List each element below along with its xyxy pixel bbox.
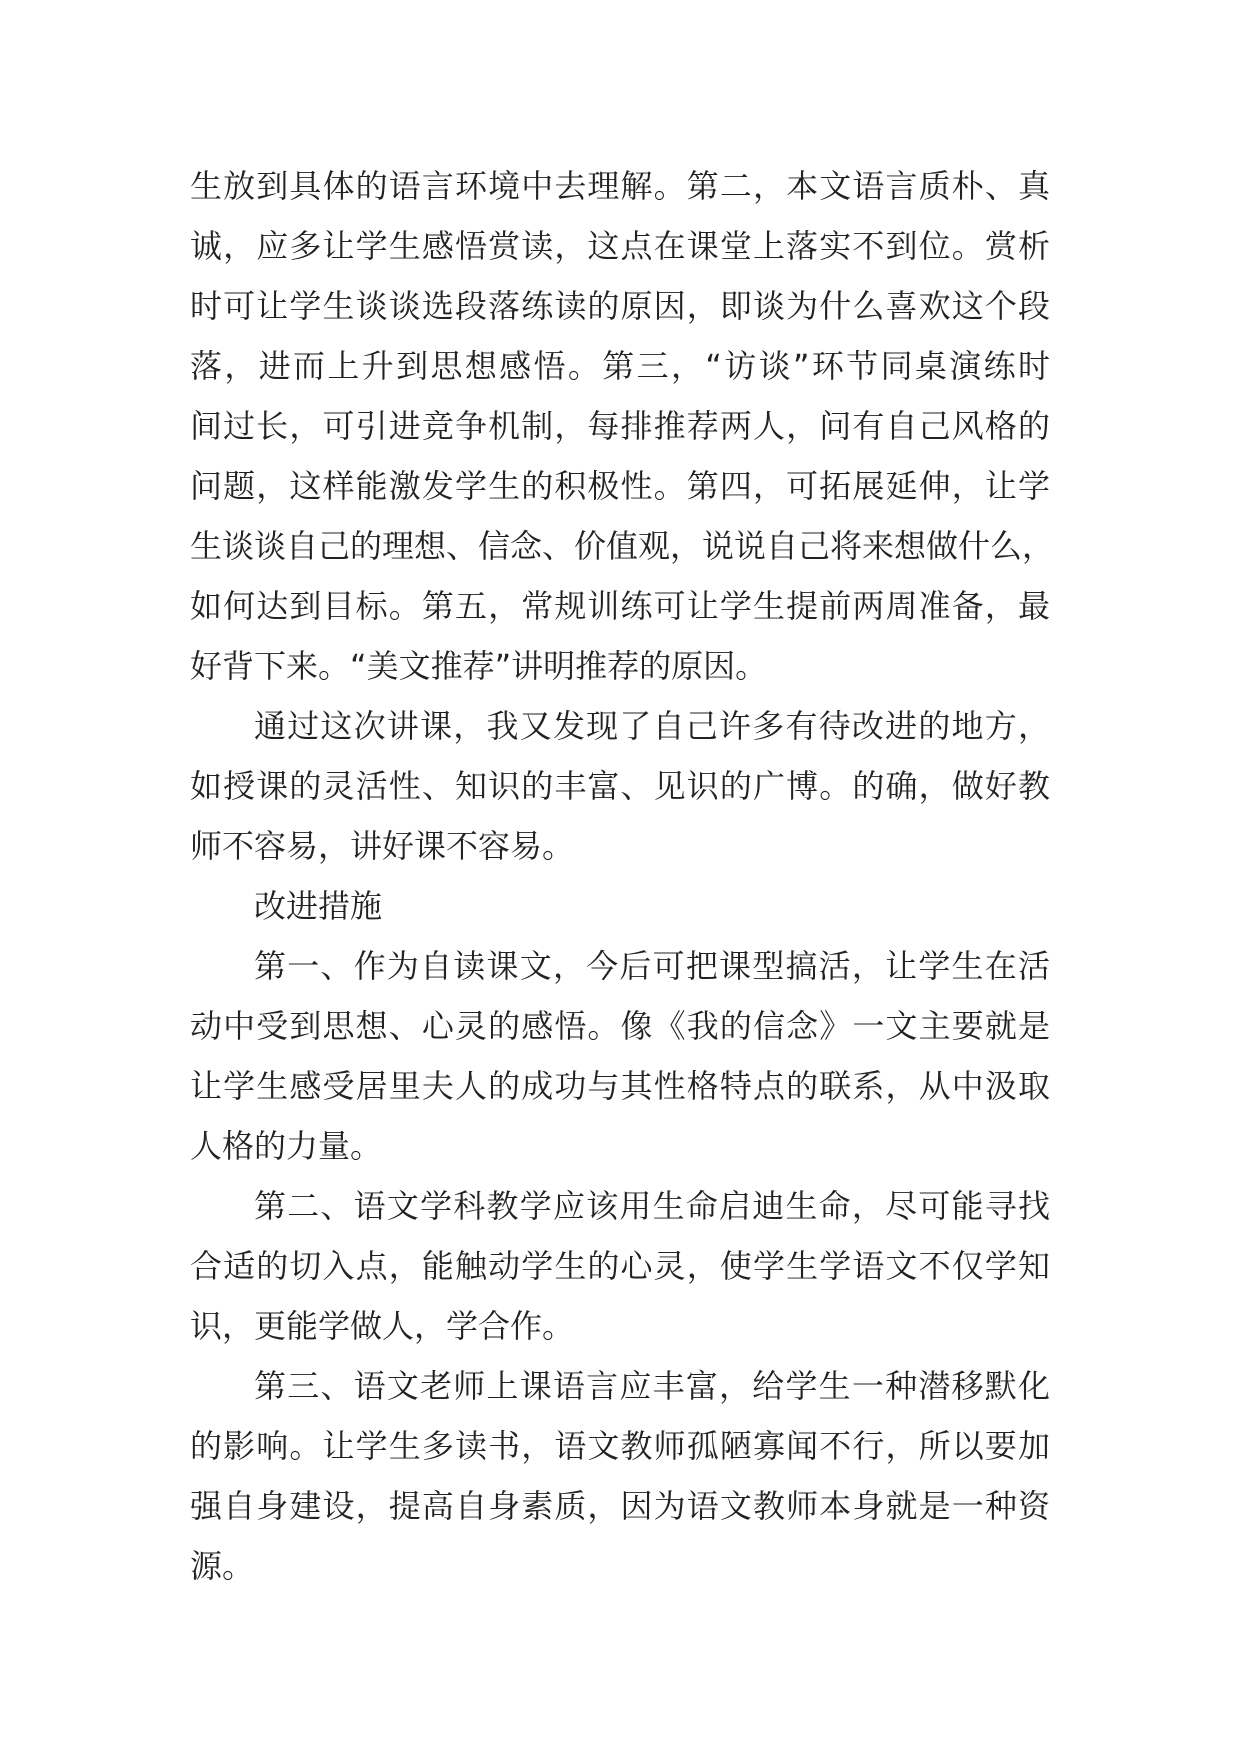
text-line: 好背下来。“美文推荐”讲明推荐的原因。 [190,647,768,685]
text-line: 如授课的灵活性、知识的丰富、见识的广博。的确，做好教 [190,767,1050,805]
text-line: 生谈谈自己的理想、信念、价值观，说说自己将来想做什么， [190,527,1055,565]
text-line: 问题，这样能激发学生的积极性。第四，可拓展延伸，让学 [190,467,1050,505]
text-line: 的影响。让学生多读书，语文教师孤陋寡闻不行，所以要加 [190,1427,1050,1465]
text-line: 生放到具体的语言环境中去理解。第二，本文语言质朴、真 [190,167,1050,205]
section-heading: 改进措施 [254,887,383,925]
text-line: 让学生感受居里夫人的成功与其性格特点的联系，从中汲取 [190,1067,1050,1105]
paragraph-first-line: 通过这次讲课，我又发现了自己许多有待改进的地方， [254,707,1050,745]
text-line: 人格的力量。 [190,1127,383,1165]
text-line: 动中受到思想、心灵的感悟。像《我的信念》一文主要就是 [190,1007,1050,1045]
text-line: 落，进而上升到思想感悟。第三，“访谈”环节同桌演练时 [190,347,1050,385]
paragraph-first-line: 第三、语文老师上课语言应丰富，给学生一种潜移默化 [254,1367,1050,1405]
text-line: 识，更能学做人，学合作。 [190,1307,575,1345]
paragraph-first-line: 第二、语文学科教学应该用生命启迪生命，尽可能寻找 [254,1187,1050,1225]
text-line: 如何达到目标。第五，常规训练可让学生提前两周准备，最 [190,587,1050,625]
text-line: 师不容易，讲好课不容易。 [190,827,575,865]
text-line: 强自身建设，提高自身素质，因为语文教师本身就是一种资 [190,1487,1050,1525]
text-line: 时可让学生谈谈选段落练读的原因，即谈为什么喜欢这个段 [190,287,1050,325]
paragraph-first-line: 第一、作为自读课文，今后可把课型搞活，让学生在活 [254,947,1050,985]
text-line: 源。 [190,1547,255,1585]
text-line: 诚，应多让学生感悟赏读，这点在课堂上落实不到位。赏析 [190,227,1050,265]
text-line: 合适的切入点，能触动学生的心灵，使学生学语文不仅学知 [190,1247,1050,1285]
text-line: 间过长，可引进竞争机制，每排推荐两人，问有自己风格的 [190,407,1050,445]
